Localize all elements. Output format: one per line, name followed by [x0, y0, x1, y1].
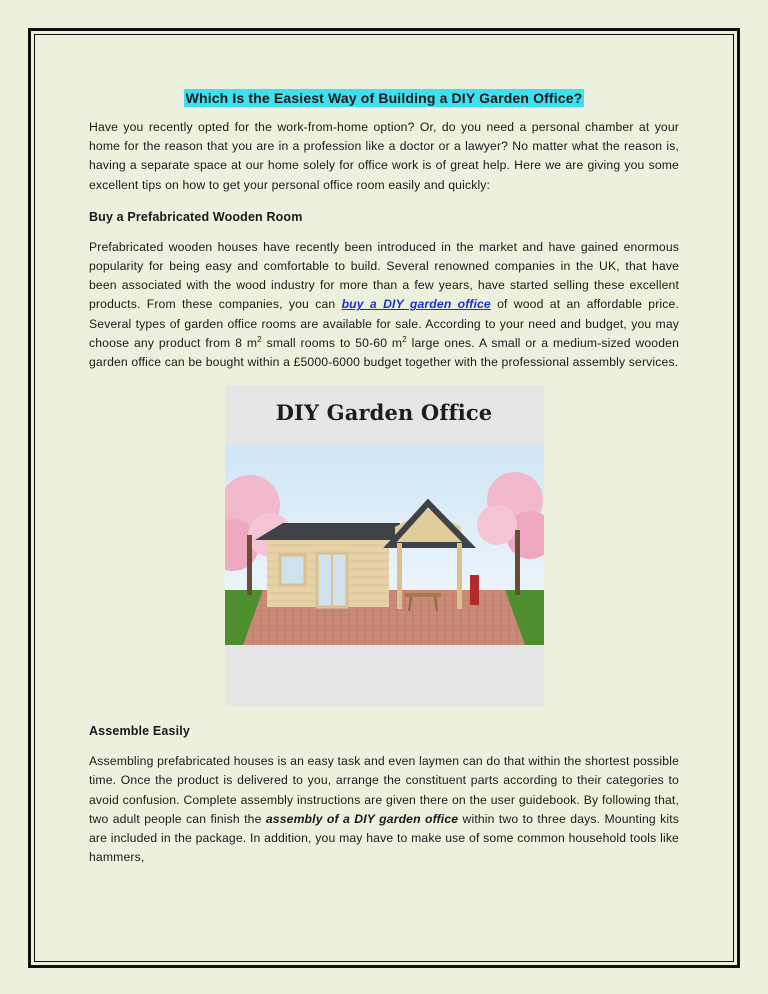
buy-diy-garden-office-link[interactable]: buy a DIY garden office [341, 297, 491, 312]
document-body [89, 88, 679, 880]
figure-caption: DIY Garden Office [275, 400, 493, 426]
garden-office-image [225, 385, 544, 706]
page-title: Which Is the Easiest Way of Building a DIY Garden Office? [185, 90, 583, 106]
assembly-emphasis: assembly of a DIY garden office [265, 811, 459, 826]
intro-paragraph: Have you recently opted for the work-from-home option? Or, do you need a personal chamber at your home for the reason that you are in a profession like a doctor or a lawyer? No matter what the reason is, having a separate space at our home solely for office work is of great help. Here we are giving you some excellent tips on how to get your personal office room easily and quickly: [89, 120, 679, 192]
cabin-window [280, 555, 305, 585]
section-heading-assemble: Assemble Easily [89, 724, 190, 739]
prefabricated-paragraph: Prefabricated wooden houses have recently been introduced in the market and have gained enormous popularity for being easy and comfortable to build. Several renowned companies in the UK, that have been associated with the wood industry for more than a few years, have started selling these excellent products. From these companies, you can buy a DIY garden office of wood at an affordable price. Several types of garden office rooms are available for sale. According to your need and budget, you may choose any product from 8 $m^2$ small rooms to 50-60 $m^2$ large ones. A small or a medium-sized wooden garden office can be bought within a £5000-6000 budget together with the professional assembly services. [89, 239, 680, 370]
patio-table [405, 593, 441, 597]
section-heading-prefabricated: Buy a Prefabricated Wooden Room [89, 209, 303, 224]
garden-office-illustration [225, 385, 544, 706]
assemble-paragraph: Assembling prefabricated houses is an easy task and even laymen can do that within the shortest possible time. Once the product is delivered to you, arrange the constituent parts according to their categories to avoid confusion. Complete assembly instructions are given there on the user guidebook. By following that, two adult people can finish the assembly of a DIY garden office within two to three days. Mounting kits are included in the package. In addition, you may have to make use of some common household tools like hammers, [89, 754, 679, 865]
barbecue [470, 575, 479, 605]
